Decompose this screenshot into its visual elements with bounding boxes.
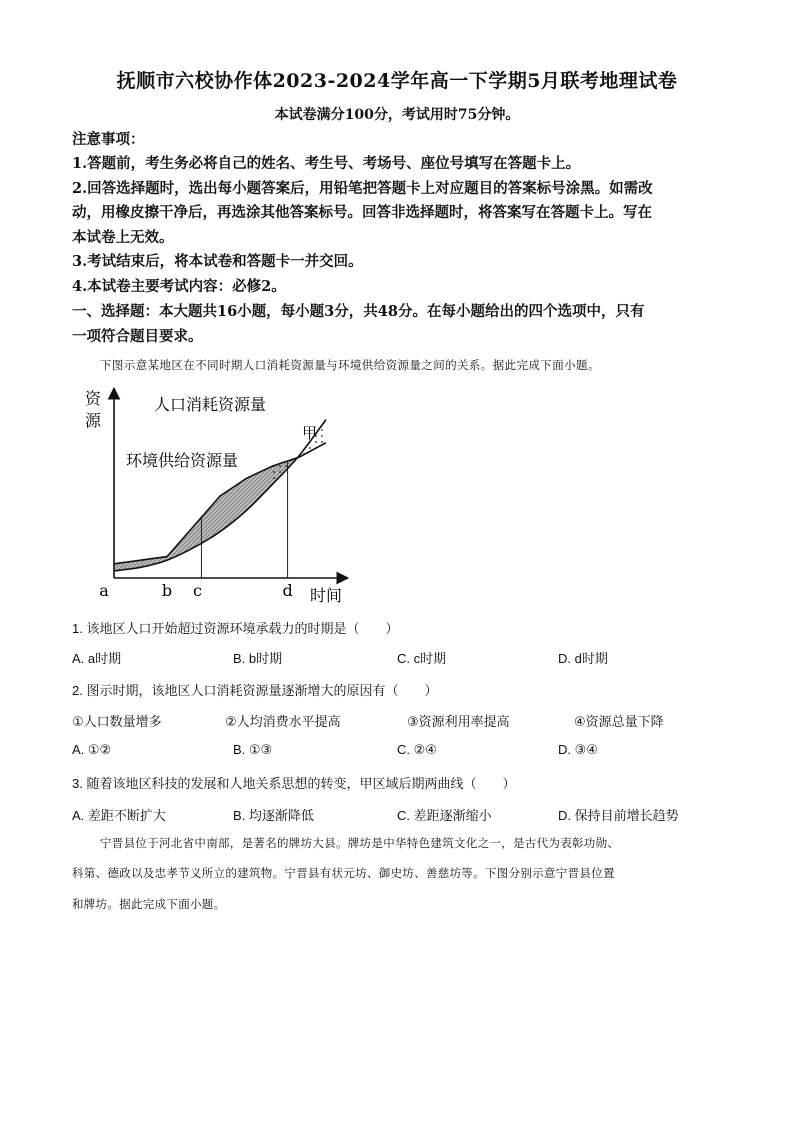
x-tick-c: c (192, 581, 202, 600)
option-b[interactable]: B. 均逐渐降低 (233, 808, 314, 823)
notice-item: 3.考试结束后，将本试卷和答题卡一并交回。 (72, 253, 363, 270)
option-c[interactable]: C. 差距逐渐缩小 (397, 808, 492, 823)
resource-chart (80, 380, 360, 610)
exam-title: 抚顺市六校协作体2023-2024学年高一下学期5月联考地理试卷 (116, 70, 678, 92)
x-tick-d: d (282, 581, 293, 600)
notice-item: 4.本试卷主要考试内容：必修2。 (72, 278, 286, 295)
consumption-label: 人口消耗资源量 (154, 395, 267, 414)
question-2-options (72, 742, 732, 762)
exam-subtitle: 本试卷满分100分，考试用时75分钟。 (274, 107, 520, 123)
chart-intro: 下图示意某地区在不同时期人口消耗资源量与环境供给资源量之间的关系。据此完成下面小题。 (100, 358, 600, 372)
notice-item: 动，用橡皮擦干净后，再选涂其他答案标号。回答非选择题时，将答案写在答题卡上。写在 (72, 204, 652, 221)
question-3-stem: 3. 随着该地区科技的发展和人地关系思想的转变，甲区域后期两曲线（ ） (72, 776, 516, 791)
passage-2-line: 宁晋县位于河北省中南部，是著名的牌坊大县。牌坊是中华特色建筑文化之一，是古代为表彰功勋、 (100, 836, 620, 850)
option-a[interactable]: A. a时期 (72, 651, 122, 666)
choice-4: ④资源总量下降 (574, 714, 664, 729)
choice-3: ③资源利用率提高 (407, 714, 510, 729)
option-b[interactable]: B. b时期 (233, 651, 283, 666)
supply-label: 环境供给资源量 (126, 451, 239, 470)
question-2-stem: 2. 图示时期，该地区人口消耗资源量逐渐增大的原因有（ ） (72, 683, 438, 698)
notice-item: 2.回答选择题时，选出每小题答案后，用铅笔把答题卡上对应题目的答案标号涂黑。如需改 (72, 180, 653, 197)
section-heading-cont: 一项符合题目要求。 (72, 328, 203, 345)
question-3-options (72, 805, 732, 825)
deficit-area (114, 455, 300, 571)
region-jia-label: 甲 (302, 424, 318, 442)
x-tick-b: b (161, 581, 173, 600)
option-a[interactable]: A. ①② (72, 742, 112, 757)
x-axis-label: 时间 (310, 586, 343, 605)
notice-item: 1.答题前，考生务必将自己的姓名、考生号、考场号、座位号填写在答题卡上。 (72, 155, 581, 172)
x-tick-a: a (99, 581, 109, 600)
notice-heading: 注意事项： (72, 131, 145, 148)
section-heading: 一、选择题：本大题共16小题，每小题3分，共48分。在每小题给出的四个选项中，只有 (72, 303, 645, 320)
notice-item: 本试卷上无效。 (72, 229, 174, 246)
y-label-char: 源 (85, 411, 102, 430)
option-a[interactable]: A. 差距不断扩大 (72, 808, 166, 823)
option-c[interactable]: C. c时期 (397, 651, 447, 666)
option-d[interactable]: D. d时期 (558, 651, 608, 666)
choice-1: ①人口数量增多 (72, 714, 162, 729)
passage-2-line: 和牌坊。据此完成下面小题。 (72, 897, 226, 911)
option-b[interactable]: B. ①③ (233, 742, 273, 757)
question-1-options (72, 648, 732, 668)
choice-2: ②人均消费水平提高 (225, 714, 341, 729)
passage-2-line: 科第、德政以及忠孝节义所立的建筑物。宁晋县有状元坊、御史坊、善慈坊等。下图分别示意宁晋县位置 (72, 866, 615, 880)
y-label-char: 资 (85, 389, 102, 408)
question-2-choices (72, 711, 732, 731)
option-c[interactable]: C. ②④ (397, 742, 437, 757)
option-d[interactable]: D. 保持目前增长趋势 (558, 808, 679, 823)
question-1-stem: 1. 该地区人口开始超过资源环境承载力的时期是（ ） (72, 621, 399, 636)
option-d[interactable]: D. ③④ (558, 742, 598, 757)
